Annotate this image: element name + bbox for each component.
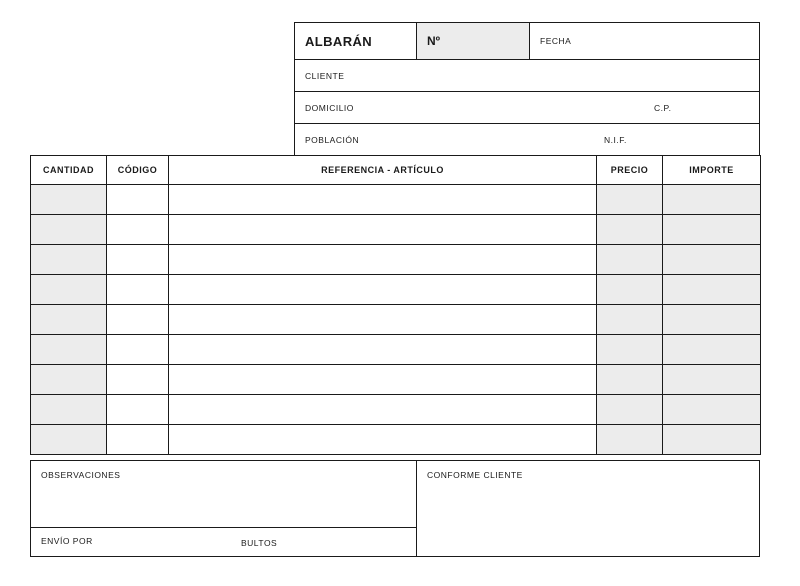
observations-field[interactable]: OBSERVACIONES bbox=[31, 461, 416, 528]
cell-importe[interactable] bbox=[663, 245, 761, 275]
column-header-referencia: REFERENCIA - ARTÍCULO bbox=[169, 156, 597, 185]
cell-cantidad[interactable] bbox=[31, 335, 107, 365]
cell-precio[interactable] bbox=[597, 275, 663, 305]
cell-cantidad[interactable] bbox=[31, 365, 107, 395]
cell-referencia[interactable] bbox=[169, 185, 597, 215]
cell-referencia[interactable] bbox=[169, 395, 597, 425]
column-header-codigo: CÓDIGO bbox=[107, 156, 169, 185]
shipping-method-field[interactable]: ENVÍO POR bbox=[41, 536, 93, 546]
cell-referencia[interactable] bbox=[169, 335, 597, 365]
client-field[interactable]: CLIENTE bbox=[305, 70, 345, 81]
table-row[interactable] bbox=[31, 305, 761, 335]
cell-cantidad[interactable] bbox=[31, 245, 107, 275]
cell-cantidad[interactable] bbox=[31, 185, 107, 215]
postal-code-field[interactable]: C.P. bbox=[654, 102, 672, 113]
cell-cantidad[interactable] bbox=[31, 215, 107, 245]
table-row[interactable] bbox=[31, 395, 761, 425]
cell-precio[interactable] bbox=[597, 425, 663, 455]
cell-codigo[interactable] bbox=[107, 365, 169, 395]
cell-referencia[interactable] bbox=[169, 425, 597, 455]
table-header-row bbox=[31, 156, 761, 185]
cell-precio[interactable] bbox=[597, 335, 663, 365]
cell-cantidad[interactable] bbox=[31, 305, 107, 335]
header-client-row bbox=[295, 60, 759, 92]
document-date-field[interactable]: FECHA bbox=[540, 36, 572, 46]
header-form-block bbox=[294, 22, 760, 157]
cell-referencia[interactable] bbox=[169, 215, 597, 245]
cell-precio[interactable] bbox=[597, 395, 663, 425]
items-table-header bbox=[31, 156, 761, 185]
cell-precio[interactable] bbox=[597, 365, 663, 395]
cell-precio[interactable] bbox=[597, 215, 663, 245]
client-signature-field[interactable]: CONFORME CLIENTE bbox=[427, 470, 523, 480]
table-row[interactable] bbox=[31, 335, 761, 365]
cell-codigo[interactable] bbox=[107, 305, 169, 335]
table-row[interactable] bbox=[31, 215, 761, 245]
cell-codigo[interactable] bbox=[107, 215, 169, 245]
header-address-row bbox=[295, 92, 759, 124]
cell-precio[interactable] bbox=[597, 245, 663, 275]
cell-referencia[interactable] bbox=[169, 275, 597, 305]
footer-left-section bbox=[31, 461, 417, 556]
table-row[interactable] bbox=[31, 275, 761, 305]
cell-referencia[interactable] bbox=[169, 305, 597, 335]
cell-cantidad[interactable] bbox=[31, 425, 107, 455]
header-city-row bbox=[295, 124, 759, 156]
city-field[interactable]: POBLACIÓN bbox=[305, 135, 360, 145]
cell-precio[interactable] bbox=[597, 185, 663, 215]
cell-importe[interactable] bbox=[663, 215, 761, 245]
cell-importe[interactable] bbox=[663, 335, 761, 365]
column-header-cantidad: CANTIDAD bbox=[31, 156, 107, 185]
header-title-row bbox=[295, 23, 759, 60]
items-table-body bbox=[31, 185, 761, 455]
cell-precio[interactable] bbox=[597, 305, 663, 335]
nif-field[interactable]: N.I.F. bbox=[604, 135, 627, 145]
cell-importe[interactable] bbox=[663, 305, 761, 335]
address-field[interactable]: DOMICILIO bbox=[305, 102, 354, 113]
column-header-importe: IMPORTE bbox=[663, 156, 761, 185]
table-row[interactable] bbox=[31, 245, 761, 275]
cell-cantidad[interactable] bbox=[31, 395, 107, 425]
document-number-field[interactable]: Nº bbox=[417, 23, 530, 59]
cell-importe[interactable] bbox=[663, 365, 761, 395]
packages-field[interactable]: BULTOS bbox=[241, 537, 278, 548]
cell-codigo[interactable] bbox=[107, 335, 169, 365]
cell-importe[interactable] bbox=[663, 185, 761, 215]
cell-referencia[interactable] bbox=[169, 365, 597, 395]
cell-codigo[interactable] bbox=[107, 395, 169, 425]
cell-referencia[interactable] bbox=[169, 245, 597, 275]
cell-codigo[interactable] bbox=[107, 245, 169, 275]
table-row[interactable] bbox=[31, 185, 761, 215]
table-row[interactable] bbox=[31, 425, 761, 455]
cell-codigo[interactable] bbox=[107, 275, 169, 305]
cell-importe[interactable] bbox=[663, 425, 761, 455]
cell-importe[interactable] bbox=[663, 395, 761, 425]
items-table bbox=[30, 155, 761, 455]
cell-importe[interactable] bbox=[663, 275, 761, 305]
column-header-precio: PRECIO bbox=[597, 156, 663, 185]
cell-cantidad[interactable] bbox=[31, 275, 107, 305]
footer-block bbox=[30, 460, 760, 557]
table-row[interactable] bbox=[31, 365, 761, 395]
document-title: ALBARÁN bbox=[295, 23, 417, 59]
cell-codigo[interactable] bbox=[107, 425, 169, 455]
cell-codigo[interactable] bbox=[107, 185, 169, 215]
